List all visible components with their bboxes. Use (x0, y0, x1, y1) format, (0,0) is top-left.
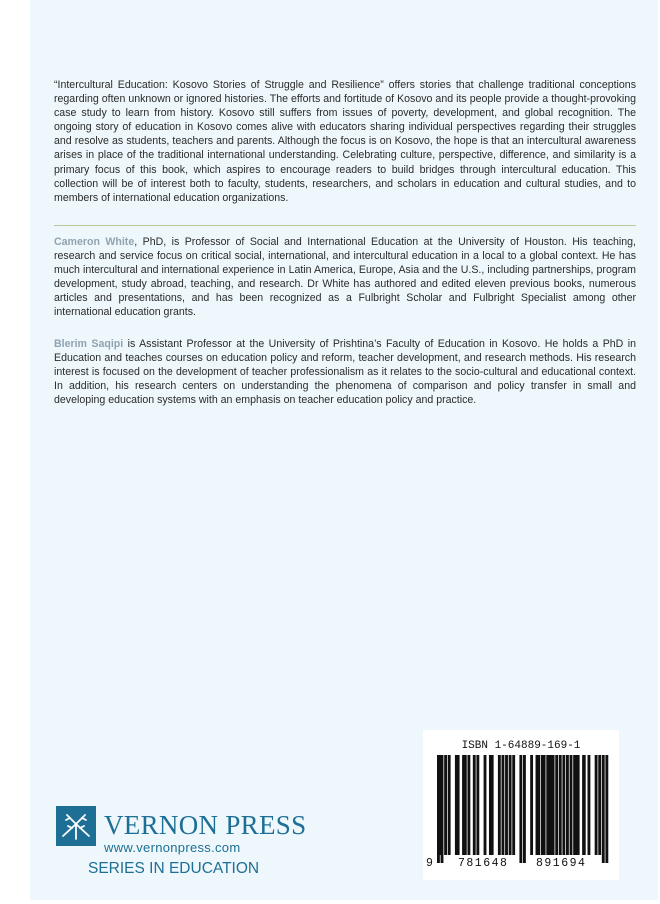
author-bio-text: , PhD, is Professor of Social and International Education at the University of Houston. His teaching, research and service focus on critical social, international, and intercultural education in a local to a global context. He has much intercultural and international experience in Latin America, Europe, Asia and the U.S., including partnerships, program development, study abroad, teaching, and research. Dr White has authored and edited eleven previous books, numerous articles and presentations, and has been recognized as a Fulbright Scholar and Fulbright Specialist among other international education grants. (54, 236, 636, 319)
barcode-bars (437, 755, 609, 863)
back-cover (30, 0, 658, 900)
author-bio-white (54, 235, 636, 320)
author-bio-text: is Assistant Professor at the University of Prishtina’s Faculty of Education in Kosovo. He holds a PhD in Education and teaches courses on education policy and reform, teacher development, and research methods. His research interest is focused on the development of teacher professionalism as it relates to the socio-cultural and educational context. In addition, his research centers on understanding the phenomena of comparison and policy transfer in small and developing education systems with an emphasis on teacher education policy and practice. (54, 338, 637, 407)
series-title: SERIES IN EDUCATION (88, 860, 260, 877)
ean-left-digits: 781648 (458, 857, 509, 870)
author-name: Cameron White (54, 236, 135, 248)
author-bio-saqipi (54, 337, 636, 407)
author-name: Blerim Saqipi (54, 338, 124, 350)
isbn-label: ISBN 1-64889-169-1 (461, 740, 581, 752)
ean-lead-digit: 9 (426, 857, 433, 870)
book-blurb: “Intercultural Education: Kosovo Stories of Struggle and Resilience” offers stories that challenge traditional conceptions regarding often unknown or ignored histories. The efforts and fortitude of Kosovo and its people provide a thought-provoking case study to learn from history. Kosovo still suffers from issues of poverty, development, and global recognition. The ongoing story of education in Kosovo comes alive with educators sharing individual perspectives regarding their struggles and resolve as students, teachers and parents. Although the focus is on Kosovo, the hope is that an intercultural awareness arises in place of the traditional international understanding. Celebrating culture, perspective, difference, and similarity is a primary focus of this book, which aspires to encourage readers to build bridges through intercultural education. This collection will be of interest both to faculty, students, researchers, and scholars in education and cultural studies, and to members of international education organizations. (54, 79, 636, 204)
barcode (423, 730, 619, 880)
ean-right-digits: 891694 (536, 857, 587, 870)
publisher-url: www.vernonpress.com (104, 840, 241, 855)
publisher-block (54, 804, 354, 894)
vernon-press-logo-icon (56, 806, 96, 846)
publisher-name: VERNON PRESS (104, 810, 307, 840)
divider-rule (54, 225, 636, 226)
